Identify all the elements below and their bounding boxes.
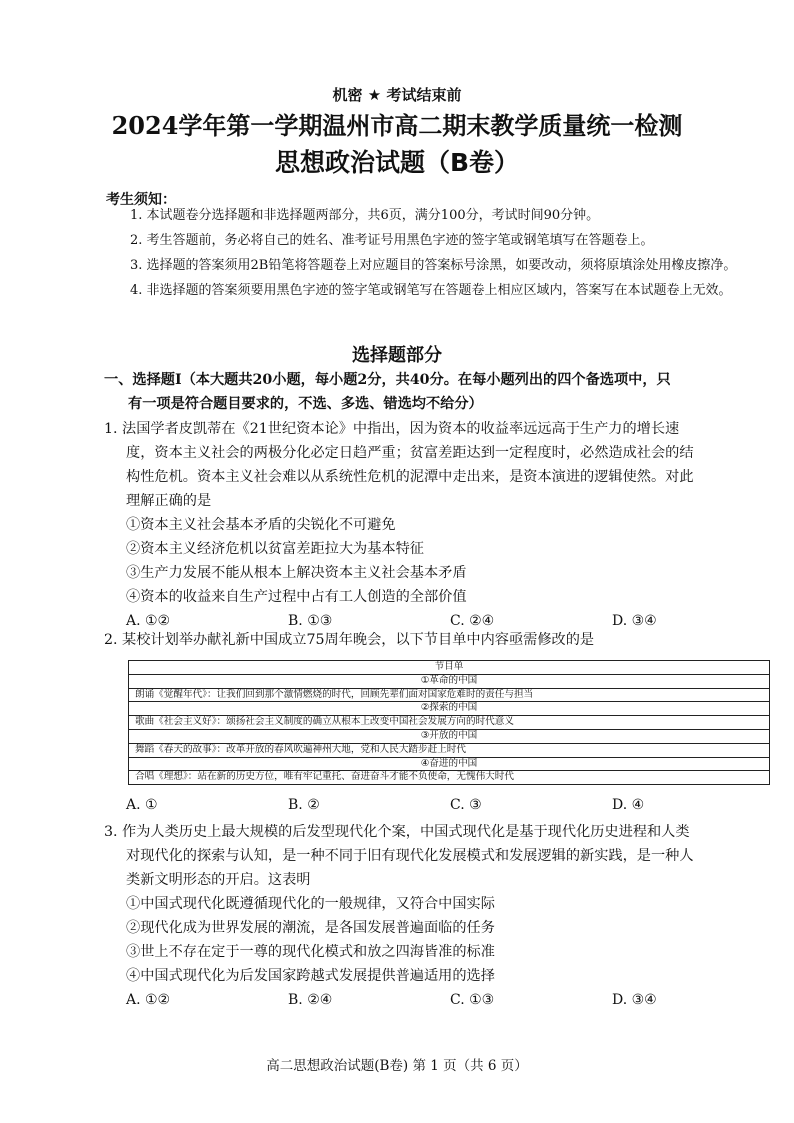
option-a: A. ①② [126,992,171,1008]
table-row-heading: ④奋进的中国 [129,757,770,771]
notice-list [106,203,766,303]
notice-item: 2. 考生答题前，务必将自己的姓名、准考证号用黑色字迹的签字笔或钢笔填写在答题卷上。 [130,233,654,248]
option-c: C. ①③ [450,992,495,1008]
question-3 [104,820,784,1012]
statement: ③世上不存在定于一尊的现代化模式和放之四海皆准的标准 [126,944,495,960]
option-d: D. ③④ [612,613,657,629]
confidential-mark: 机密 ★ 考试结束前 [332,86,462,104]
table-row-content: 朗诵《觉醒年代》：让我们回到那个激情燃烧的时代，回顾先辈们面对国家危难时的责任与担当 [129,688,770,702]
notice-item: 3. 选择题的答案须用2B铅笔将答题卷上对应题目的答案标号涂黑，如要改动，须将原填涂处用橡皮擦净。 [130,258,737,273]
answer-options [104,988,784,1012]
option-d: D. ④ [612,797,645,813]
question-stem-line: 理解正确的是 [126,493,212,509]
table-row-content: 合唱《理想》：站在新的历史方位，唯有牢记重托、奋进奋斗才能不负使命，无愧伟大时代 [129,771,770,785]
table-row-heading: ③开放的中国 [129,729,770,743]
notice-heading: 考生须知： [106,192,176,208]
question-2 [104,628,784,652]
program-table [128,660,770,785]
table-row-heading: ①革命的中国 [129,674,770,688]
question-stem-line: 构性危机。资本主义社会难以从系统性危机的泥潭中走出来，是资本演进的逻辑使然。对此 [126,469,694,485]
table-title: 节目单 [129,661,770,675]
option-a: A. ①② [126,613,171,629]
question-stem-line: 对现代化的探索与认知，是一种不同于旧有现代化发展模式和发展逻辑的新实践，是一种人 [126,848,694,864]
table-row-content: 歌曲《社会主义好》：颂扬社会主义制度的确立从根本上改变中国社会发展方向的时代意义 [129,716,770,730]
part1-heading-line: 一、选择题Ⅰ（本大题共20小题，每小题2分，共40分。在每小题列出的四个备选项中，只 [104,372,671,388]
option-b: B. ② [288,797,320,813]
option-a: A. ① [126,797,158,813]
option-c: C. ③ [450,797,482,813]
exam-subtitle: 思想政治试题（B卷） [274,148,520,177]
question-stem-line: 度，资本主义社会的两极分化必定日趋严重；贫富差距达到一定程度时，必然造成社会的结 [126,445,694,461]
question-stem-line: 2. 某校计划举办献礼新中国成立75周年晚会，以下节目单中内容亟需修改的是 [104,632,595,648]
statement: ④中国式现代化为后发国家跨越式发展提供普遍适用的选择 [126,968,495,984]
statement: ④资本的收益来自生产过程中占有工人创造的全部价值 [126,589,467,605]
part1-heading [104,368,784,416]
section-title: 选择题部分 [352,345,442,366]
statement: ③生产力发展不能从根本上解决资本主义社会基本矛盾 [126,565,467,581]
statement: ①资本主义社会基本矛盾的尖锐化不可避免 [126,517,396,533]
statement: ②资本主义经济危机以贫富差距拉大为基本特征 [126,541,424,557]
option-d: D. ③④ [612,992,657,1008]
notice-item: 4. 非选择题的答案须要用黑色字迹的签字笔或钢笔写在答题卷上相应区域内，答案写在本试题卷上无效。 [130,283,732,298]
table-row-content: 舞蹈《春天的故事》：改革开放的春风吹遍神州大地，党和人民大踏步赶上时代 [129,743,770,757]
notice-item: 1. 本试题卷分选择题和非选择题两部分，共6页，满分100分，考试时间90分钟。 [130,208,600,223]
page-footer: 高二思想政治试题(B卷) 第 1 页（共 6 页） [266,1058,528,1074]
table-row-heading: ②探索的中国 [129,702,770,716]
question-stem-line: 1. 法国学者皮凯蒂在《21世纪资本论》中指出，因为资本的收益率远远高于生产力的增长速 [104,421,680,437]
statement: ②现代化成为世界发展的潮流，是各国发展普遍面临的任务 [126,920,495,936]
part1-heading-line: 有一项是符合题目要求的，不选、多选、错选均不给分） [128,396,483,412]
statement: ①中国式现代化既遵循现代化的一般规律，又符合中国实际 [126,896,495,912]
question-stem-line: 类新文明形态的开启。这表明 [126,872,311,888]
option-b: B. ①③ [288,613,333,629]
option-c: C. ②④ [450,613,495,629]
exam-title: 2024学年第一学期温州市高二期末教学质量统一检测 [111,111,683,140]
option-b: B. ②④ [288,992,333,1008]
question-stem-line: 3. 作为人类历史上最大规模的后发型现代化个案，中国式现代化是基于现代化历史进程和人类 [104,824,690,840]
answer-options [126,797,774,813]
question-1 [104,417,784,633]
